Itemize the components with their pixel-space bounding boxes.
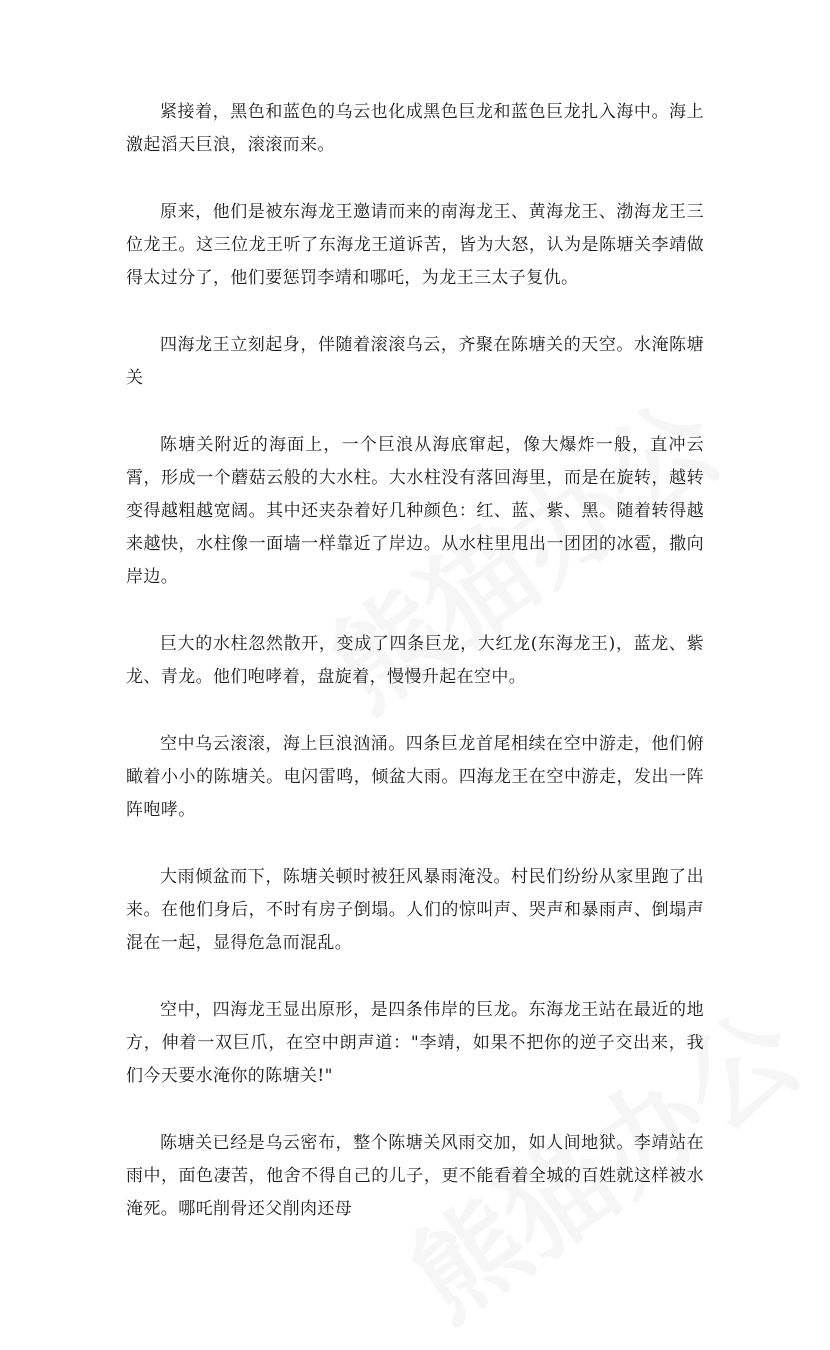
- paragraph: 陈塘关已经是乌云密布，整个陈塘关风雨交加，如人间地狱。李靖站在雨中，面色凄苦，他舍不得自己的儿子，更不能看着全城的百姓就这样被水淹死。哪吒削骨还父削肉还母: [126, 1133, 704, 1219]
- paragraph: 原来，他们是被东海龙王邀请而来的南海龙王、黄海龙王、渤海龙王三位龙王。这三位龙王听了东海龙王道诉苦，皆为大怒，认为是陈塘关李靖做得太过分了，他们要惩罚李靖和哪吒，为龙王三太子复仇。: [126, 202, 704, 288]
- document-body: [126, 96, 704, 1260]
- paragraph: 空中，四海龙王显出原形，是四条伟岸的巨龙。东海龙王站在最近的地方，伸着一双巨爪，在空中朗声道："李靖，如果不把你的逆子交出来，我们今天要水淹你的陈塘关!": [126, 1000, 704, 1086]
- paragraph: 大雨倾盆而下，陈塘关顿时被狂风暴雨淹没。村民们纷纷从家里跑了出来。在他们身后，不时有房子倒塌。人们的惊叫声、哭声和暴雨声、倒塌声混在一起，显得危急而混乱。: [126, 867, 704, 953]
- paragraph: 巨大的水柱忽然散开，变成了四条巨龙，大红龙(东海龙王)，蓝龙、紫龙、青龙。他们咆哮着，盘旋着，慢慢升起在空中。: [126, 634, 704, 687]
- paragraph: 四海龙王立刻起身，伴随着滚滚乌云，齐聚在陈塘关的天空。水淹陈塘关: [126, 335, 704, 388]
- paragraph: 空中乌云滚滚，海上巨浪汹涌。四条巨龙首尾相续在空中游走，他们俯瞰着小小的陈塘关。电闪雷鸣，倾盆大雨。四海龙王在空中游走，发出一阵阵咆哮。: [126, 734, 704, 820]
- paragraph: 陈塘关附近的海面上，一个巨浪从海底窜起，像大爆炸一般，直冲云霄，形成一个蘑菇云般的大水柱。大水柱没有落回海里，而是在旋转，越转变得越粗越宽阔。其中还夹杂着好几种颜色：红、蓝、紫、黑。随着转得越来越快，水柱像一面墙一样靠近了岸边。从水柱里甩出一团团的冰雹，撒向岸边。: [126, 435, 704, 587]
- paragraph: 紧接着，黑色和蓝色的乌云也化成黑色巨龙和蓝色巨龙扎入海中。海上激起滔天巨浪，滚滚而来。: [126, 102, 704, 155]
